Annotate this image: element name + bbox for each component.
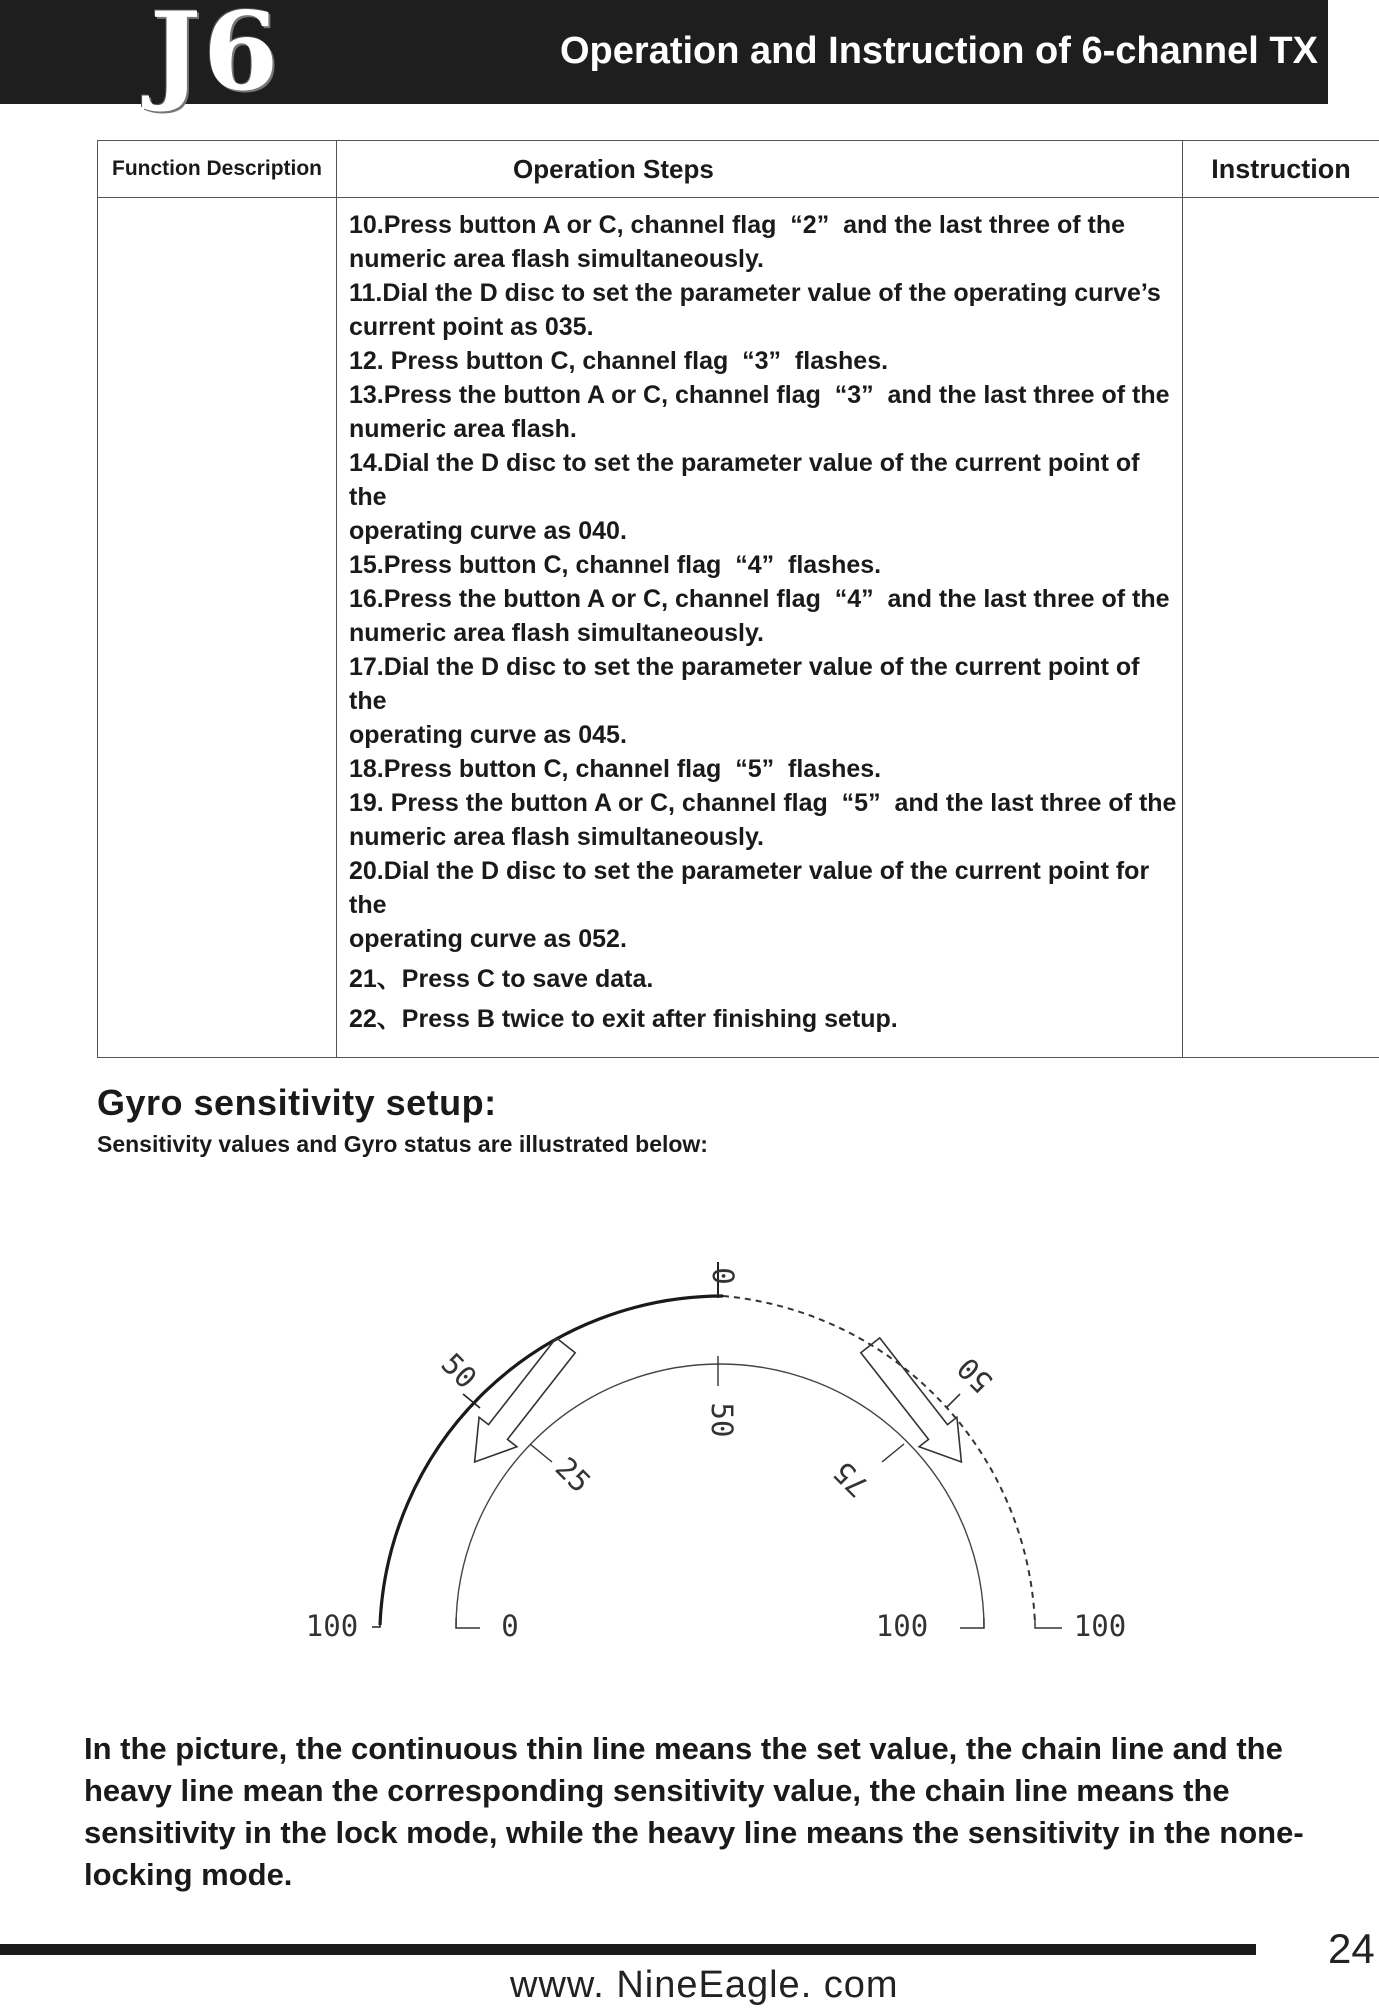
- gyro-section-title: Gyro sensitivity setup:: [97, 1082, 497, 1123]
- step-line: 19. Press the button A or C, channel flag “5” and the last three of the: [349, 789, 1177, 817]
- step-line: numeric area flash simultaneously.: [349, 245, 764, 273]
- column-header-function: Function Description: [98, 141, 337, 198]
- footer-divider: [0, 1944, 1256, 1955]
- step-line: numeric area flash.: [349, 415, 577, 443]
- step-line: operating curve as 052.: [349, 925, 627, 953]
- label-bottom-inner-right: 100: [875, 1609, 929, 1643]
- step-line: 14.Dial the D disc to set the parameter value of the current point of the: [349, 449, 1147, 511]
- label-top: 0: [706, 1267, 740, 1285]
- hook-inner-right: [960, 1618, 984, 1628]
- label-inner-left: 25: [548, 1450, 598, 1500]
- step-line: current point as 035.: [349, 313, 594, 341]
- label-center: 50: [705, 1402, 739, 1438]
- tick-inner-right: [882, 1444, 904, 1462]
- header-title: Operation and Instruction of 6-channel TX: [560, 30, 1318, 72]
- chain-arc-lock: [723, 1296, 1035, 1625]
- label-upper-left: 50: [434, 1346, 484, 1396]
- step-line: 15.Press button C, channel flag “4” flashes.: [349, 551, 882, 579]
- step-line: numeric area flash simultaneously.: [349, 619, 764, 647]
- step-line: numeric area flash simultaneously.: [349, 823, 764, 851]
- step-line: 21、Press C to save data.: [349, 965, 654, 993]
- step-line: 17.Dial the D disc to set the parameter value of the current point of the: [349, 653, 1147, 715]
- tick-inner-left: [530, 1444, 552, 1462]
- label-upper-right: 50: [950, 1350, 1000, 1400]
- step-line: operating curve as 040.: [349, 517, 627, 545]
- label-bottom-inner-left: 0: [501, 1609, 519, 1643]
- label-inner-right: 75: [826, 1454, 876, 1504]
- step-line: 11.Dial the D disc to set the parameter value of the operating curve’s: [349, 279, 1161, 307]
- step-line: 20.Dial the D disc to set the parameter value of the current point for the: [349, 857, 1157, 919]
- step-line: 16.Press the button A or C, channel flag “4” and the last three of the: [349, 585, 1170, 613]
- step-line: 10.Press button A or C, channel flag “2” and the last three of the: [349, 211, 1126, 239]
- step-line: operating curve as 045.: [349, 721, 627, 749]
- step-line: 12. Press button C, channel flag “3” flashes.: [349, 347, 889, 375]
- tick-upper-right: [946, 1394, 960, 1408]
- j6-logo: J6: [150, 0, 281, 115]
- hook-inner-left: [456, 1618, 480, 1628]
- gyro-section-subtitle: Sensitivity values and Gyro status are illustrated below:: [97, 1131, 708, 1157]
- column-header-operation: Operation Steps: [337, 141, 1183, 198]
- label-bottom-outer-right: 100: [1073, 1609, 1127, 1643]
- label-bottom-outer-left: 100: [305, 1609, 359, 1643]
- heavy-arc-nonlocking: [380, 1296, 723, 1625]
- footer-url: www. NineEagle. com: [510, 1964, 899, 2006]
- right-arrow: [851, 1331, 980, 1477]
- hook-outer-right: [1035, 1618, 1062, 1628]
- step-line: 22、Press B twice to exit after finishing setup.: [349, 1005, 898, 1033]
- page-number: 24: [1328, 1925, 1375, 1972]
- column-header-instruction: Instruction: [1183, 141, 1379, 198]
- step-line: 18.Press button C, channel flag “5” flashes.: [349, 755, 882, 783]
- step-line: 13.Press the button A or C, channel flag “3” and the last three of the: [349, 381, 1170, 409]
- gyro-explanation: In the picture, the continuous thin line means the set value, the chain line and the heavy line mean the corresponding sensitivity value, the chain line means the sensitivity in the lock mode, while the heavy line means the sensitivity in the none-locking mode.: [84, 1731, 1304, 1892]
